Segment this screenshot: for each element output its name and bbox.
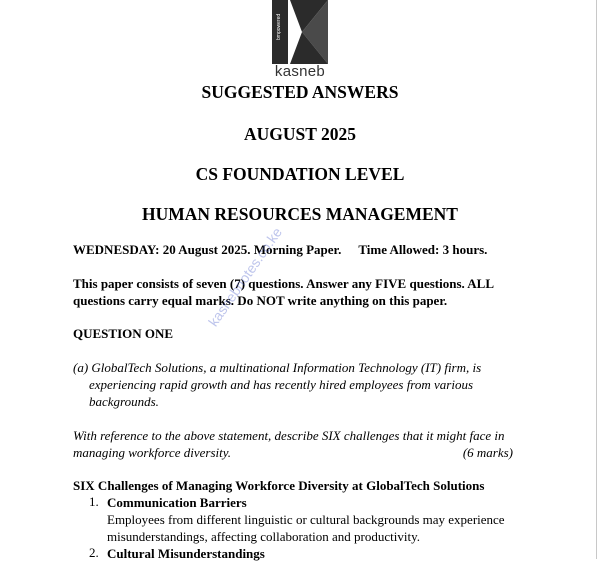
part-a-line-1: (a) GlobalTech Solutions, a multinational Information Technology (IT) firm, is (73, 360, 482, 375)
kasneb-logo (268, 0, 332, 82)
exam-time-allowed: Time Allowed: 3 hours. (358, 242, 488, 257)
part-a-line-2: experiencing rapid growth and has recently hired employees from various (89, 377, 474, 392)
exam-date-line (73, 241, 487, 258)
instructions-line-1: This paper consists of seven (7) questions. Answer any FIVE questions. ALL (73, 276, 495, 291)
answer-item-title: Cultural Misunderstandings (107, 546, 265, 561)
title-subject: HUMAN RESOURCES MANAGEMENT (142, 204, 458, 224)
answer-section-title: SIX Challenges of Managing Workforce Diversity at GlobalTech Solutions (73, 478, 485, 493)
answer-item-text-line-1: Employees from different linguistic or cultural backgrounds may experience (107, 512, 505, 527)
question-prompt (73, 427, 513, 461)
title-exam-date: AUGUST 2025 (244, 124, 356, 144)
watermark-text: kasnebnotes.co.ke (205, 224, 286, 330)
prompt-line-1: With reference to the above statement, describe SIX challenges that it might face in (73, 428, 505, 443)
kasneb-logo-mark-icon (272, 0, 328, 64)
answer-item-title: Communication Barriers (107, 495, 247, 510)
title-suggested-answers: SUGGESTED ANSWERS (201, 82, 399, 102)
title-level: CS FOUNDATION LEVEL (195, 164, 405, 184)
instructions-line-2: questions carry equal marks. Do NOT write anything on this paper. (73, 293, 448, 308)
exam-instructions (73, 275, 533, 309)
answer-item-text (107, 511, 547, 545)
answer-item-number: 1. (89, 494, 99, 509)
answer-item-text-line-2: misunderstandings, affecting collaboration and productivity. (107, 529, 421, 544)
question-part-a (73, 359, 543, 410)
exam-date: WEDNESDAY: 20 August 2025. Morning Paper. (73, 242, 342, 257)
question-title: QUESTION ONE (73, 326, 174, 341)
logo-tagline: bmpowered (276, 13, 282, 40)
prompt-line-2: managing workforce diversity. (73, 445, 232, 460)
part-a-line-3: backgrounds. (89, 394, 159, 409)
question-marks: (6 marks) (462, 445, 513, 460)
logo-wordmark: kasneb (274, 63, 326, 80)
answer-item-number: 2. (89, 545, 99, 560)
